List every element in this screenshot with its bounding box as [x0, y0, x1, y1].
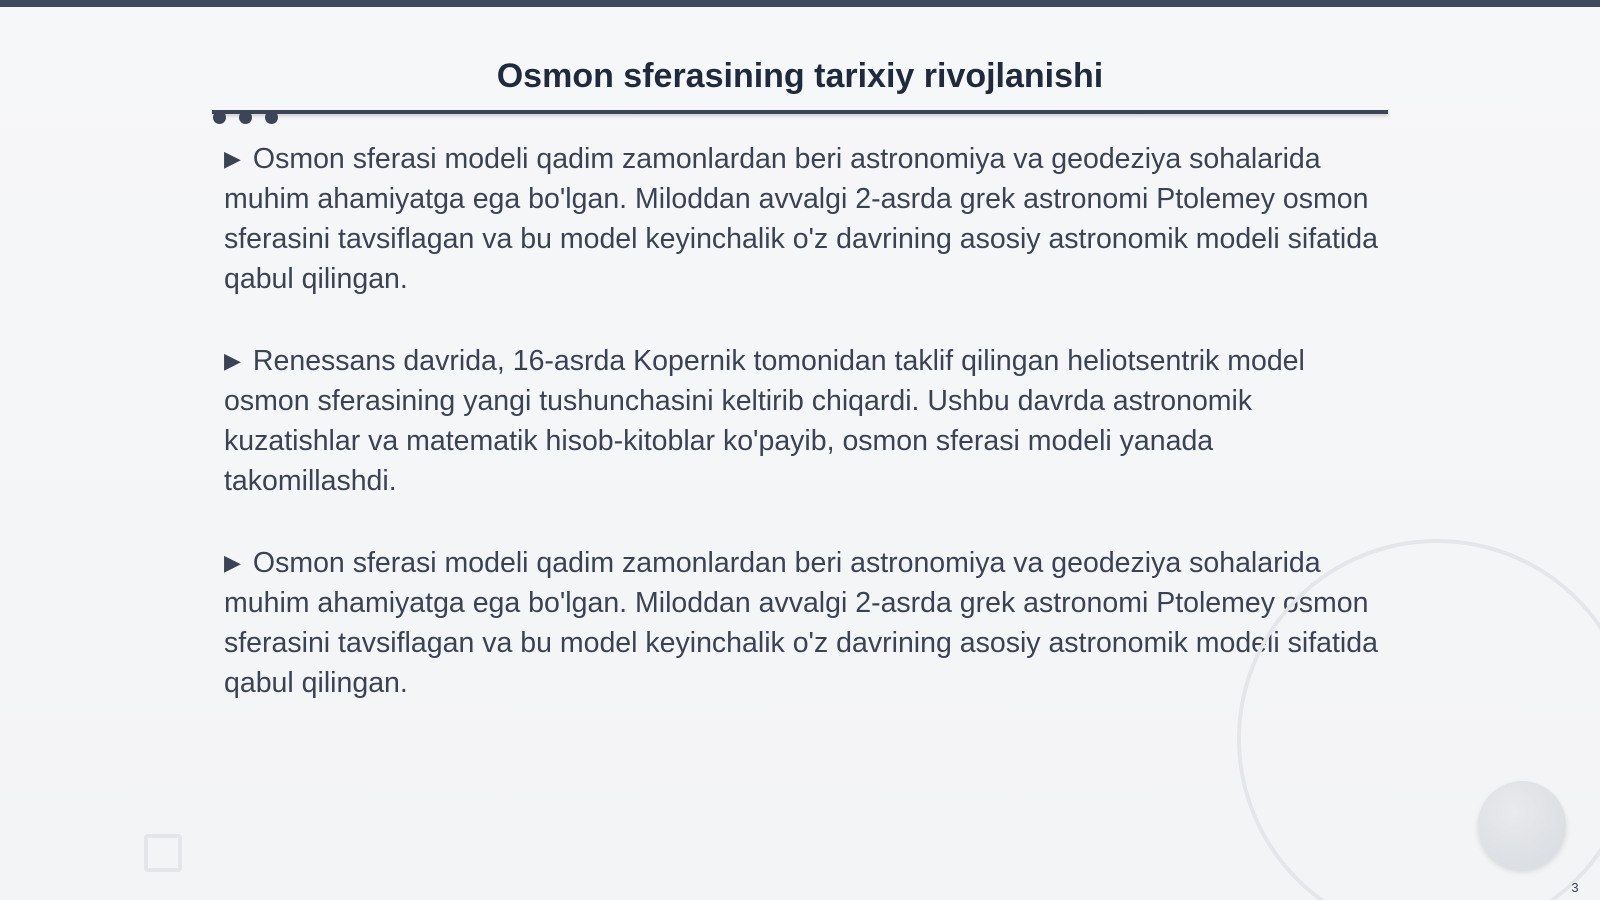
bullet-list [224, 139, 1384, 745]
top-accent-bar [0, 0, 1600, 7]
triangle-bullet-icon: ▶ [224, 146, 241, 171]
decorative-circle [1478, 781, 1566, 869]
bullet-paragraph-1 [224, 139, 1384, 299]
title-underline [212, 110, 1388, 114]
decorative-dot-1 [213, 111, 226, 124]
paragraph-text: Osmon sferasi modeli qadim zamonlardan beri astronomiya va geodeziya sohalarida muhim ahamiyatga ega bo'lgan. Miloddan avvalgi 2-asrda grek astronomi Ptolemey osmon sferasini tavsiflagan va bu model keyinchalik o'z davrining asosiy astronomik modeli sifatida qabul qilingan. [224, 547, 1378, 699]
slide-title: Osmon sferasining tarixiy rivojlanishi [496, 57, 1104, 95]
slide-number: 3 [1571, 880, 1579, 895]
triangle-bullet-icon: ▶ [224, 348, 241, 373]
bullet-paragraph-3 [224, 543, 1384, 703]
triangle-bullet-icon: ▶ [224, 550, 241, 575]
paragraph-text: Renessans davrida, 16-asrda Kopernik tomonidan taklif qilingan heliotsentrik model osmon sferasining yangi tushunchasini keltirib chiqardi. Ushbu davrda astronomik kuzatishlar va matematik hisob-kitoblar ko'payib, osmon sferasi modeli yanada takomillashdi. [224, 345, 1305, 497]
bullet-paragraph-2 [224, 341, 1384, 501]
decorative-dot-3 [265, 111, 278, 124]
decorative-dot-2 [239, 111, 252, 124]
paragraph-text: Osmon sferasi modeli qadim zamonlardan beri astronomiya va geodeziya sohalarida muhim ahamiyatga ega bo'lgan. Miloddan avvalgi 2-asrda grek astronomi Ptolemey osmon sferasini tavsiflagan va bu model keyinchalik o'z davrining asosiy astronomik modeli sifatida qabul qilingan. [224, 143, 1378, 295]
decorative-square [144, 834, 182, 872]
